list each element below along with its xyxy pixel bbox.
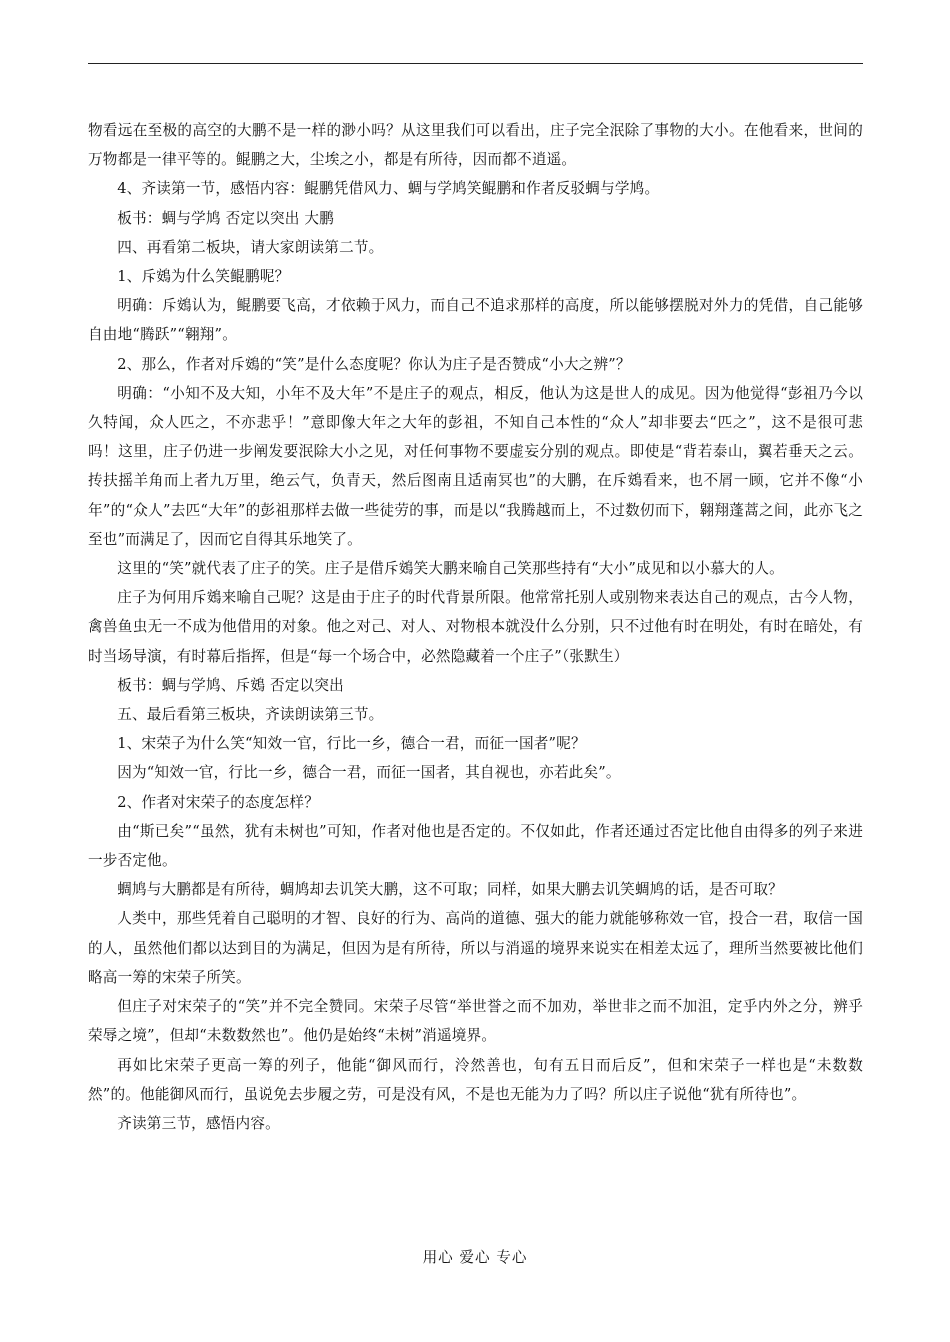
paragraph: 蜩鸠与大鹏都是有所待，蜩鸠却去讥笑大鹏，这不可取；同样，如果大鹏去讥笑蜩鸠的话，是否可取？	[117, 881, 783, 899]
paragraph: 但庄子对宋荣子的“笑”并不完全赞同。宋荣子尽管“举世誉之而不加劝，举世非之而不加沮，定乎内外之分，辨乎荣辱之境”，但却“未数数然也”。他仍是始终“未树”消遥境界。	[88, 998, 863, 1045]
paragraph: 因为“知效一官，行比一乡，德合一君，而征一国者，其自视也，亦若此矣”。	[117, 764, 621, 782]
paragraph: 物看远在至极的高空的大鹏不是一样的渺小吗？从这里我们可以看出，庄子完全泯除了事物的大小。在他看来，世间的万物都是一律平等的。鲲鹏之大，尘埃之小，都是有所待，因而都不逍遥。	[88, 122, 863, 169]
paragraph: 1、斥鴳为什么笑鲲鹏呢？	[117, 268, 290, 286]
paragraph: 齐读第三节，感悟内容。	[117, 1114, 280, 1132]
paragraph: 人类中，那些凭着自己聪明的才智、良好的行为、高尚的道德、强大的能力就能够称效一官，投合一君，取信一国的人，虽然他们都以达到目的为满足，但因为是有所待，所以与消遥的境界来说实在相差太远了，理所当然要被比他们略高一筹的宋荣子所笑。	[88, 910, 863, 986]
paragraph: 4、齐读第一节，感悟内容：鲲鹏凭借风力、蜩与学鸠笑鲲鹏和作者反驳蜩与学鸠。	[117, 180, 660, 198]
page-footer: 用心 爱心 专心	[422, 1249, 528, 1266]
paragraph: 四、再看第二板块，请大家朗读第二节。	[117, 238, 384, 256]
paragraph: 明确：斥鴳认为，鲲鹏要飞高，才依赖于风力，而自己不追求那样的高度，所以能够摆脱对外力的凭借，自己能够自由地“腾跃”“翱翔”。	[88, 297, 863, 344]
paragraph: 2、那么，作者对斥鴳的“笑”是什么态度呢？你认为庄子是否赞成“小大之辨”？	[117, 355, 631, 373]
paragraph: 板书：蜩与学鸠、斥鴳 否定以突出	[117, 676, 344, 694]
paragraph: 明确：“小知不及大知，小年不及大年”不是庄子的观点，相反，他认为这是世人的成见。因为他觉得“彭祖乃今以久特闻，众人匹之，不亦悲乎！”意即像大年之大年的彭祖，不知自己本性的“众人”却非要去“匹之”，这不是很可悲吗！这里，庄子仍进一步阐发要泯除大小之见，对任何事物不要虚妄分别的观点。即使是“背若泰山，翼若垂天之云。抟扶摇羊角而上者九万里，绝云气，负青天，然后图南且适南冥也”的大鹏，在斥鴳看来，也不屑一顾，它并不像“小年”的“众人”去匹“大年”的彭祖那样去做一些徒劳的事，而是以“我腾越而上，不过数仞而下，翱翔蓬蒿之间，此亦飞之至也”而满足了，因而它自得其乐地笑了。	[88, 384, 863, 548]
paragraph: 2、作者对宋荣子的态度怎样？	[117, 793, 319, 811]
header-rule	[88, 63, 863, 64]
paragraph: 1、宋荣子为什么笑“知效一官，行比一乡，德合一君，而征一国者”呢？	[117, 735, 586, 753]
paragraph: 这里的“笑”就代表了庄子的笑。庄子是借斥鴳笑大鹏来喻自己笑那些持有“大小”成见和以小慕大的人。	[117, 560, 784, 578]
paragraph: 由“斯已矣”“虽然，犹有未树也”可知，作者对他也是否定的。不仅如此，作者还通过否定比他自由得多的列子来进一步否定他。	[88, 822, 863, 870]
paragraph: 板书：蜩与学鸠 否定以突出 大鹏	[117, 209, 334, 227]
document-body	[88, 116, 863, 1138]
paragraph: 再如比宋荣子更高一筹的列子，他能“御风而行，泠然善也，旬有五日而后反”，但和宋荣子一样也是“未数数然”的。他能御风而行，虽说免去步履之劳，可是没有风，不是也无能为力了吗？所以庄子说他“犹有所待也”。	[88, 1056, 863, 1103]
paragraph: 庄子为何用斥鴳来喻自己呢？这是由于庄子的时代背景所限。他常常托别人或别物来表达自己的观点，古今人物，禽兽鱼虫无一不成为他借用的对象。他之对己、对人、对物根本就没什么分别，只不过他有时在明处，有时在暗处，有时当场导演，有时幕后指挥，但是“每一个场合中，必然隐藏着一个庄子”（张默生）	[88, 589, 863, 665]
paragraph: 五、最后看第三板块，齐读朗读第三节。	[117, 706, 384, 724]
